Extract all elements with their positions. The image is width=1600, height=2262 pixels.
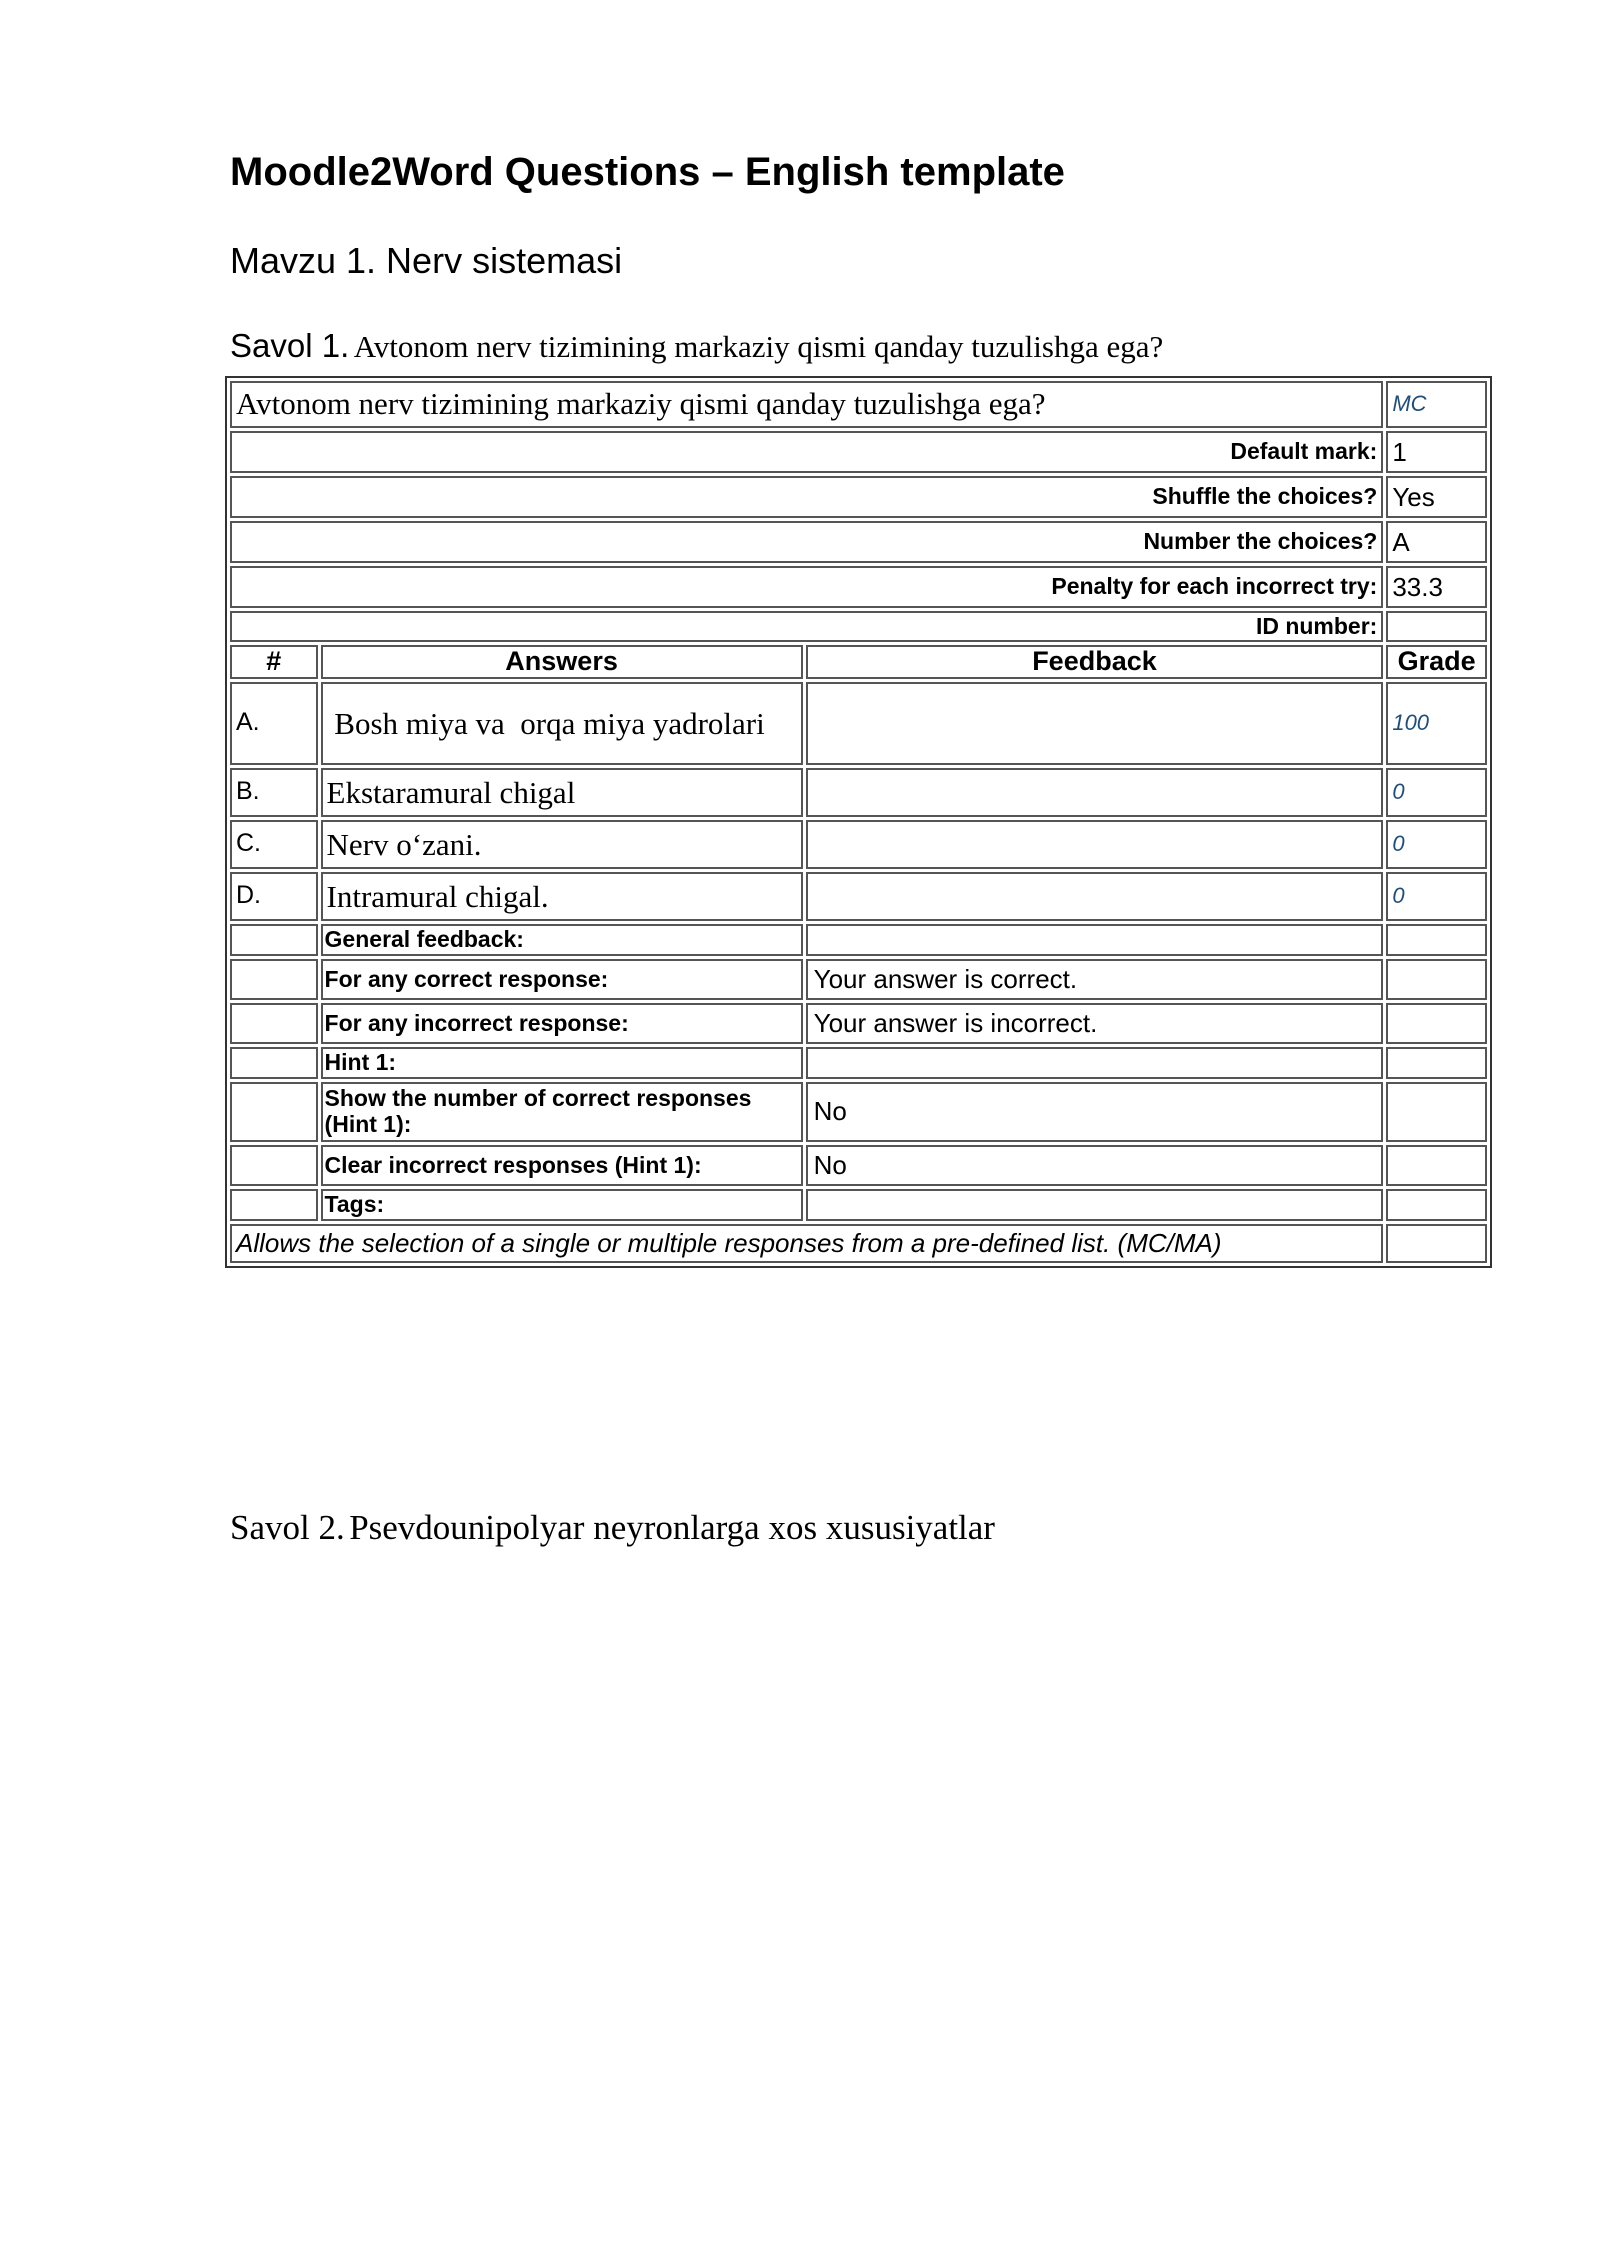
meta-row-id-number (230, 611, 1487, 642)
empty-cell (230, 1047, 318, 1079)
meta-row-default-mark (230, 431, 1487, 473)
answer-feedback (806, 768, 1384, 817)
answer-row (230, 820, 1487, 869)
feedback-label: General feedback: (321, 924, 803, 956)
meta-label: Number the choices? (230, 521, 1383, 563)
question-2-heading-text: Psevdounipolyar neyronlarga xos xususiyatlar (349, 1508, 995, 1547)
meta-row-number-choices (230, 521, 1487, 563)
question-2-heading (230, 1508, 995, 1548)
topic-heading: Mavzu 1. Nerv sistemasi (230, 240, 623, 281)
feedback-label: For any incorrect response: (321, 1003, 803, 1044)
column-header-feedback: Feedback (806, 645, 1384, 679)
question-1-heading-text: Avtonom nerv tizimining markaziy qismi qanday tuzulishga ega? (353, 329, 1164, 364)
empty-cell (1386, 1145, 1487, 1186)
empty-cell (1386, 959, 1487, 1000)
empty-cell (230, 1189, 318, 1221)
feedback-value (806, 924, 1384, 956)
feedback-value (806, 1189, 1384, 1221)
column-header-grade: Grade (1386, 645, 1487, 679)
feedback-value (806, 1047, 1384, 1079)
feedback-label: Hint 1: (321, 1047, 803, 1079)
answer-feedback (806, 872, 1384, 921)
answer-text: Nerv o‘zani. (321, 820, 803, 869)
feedback-row-clear-incorrect (230, 1145, 1487, 1186)
feedback-value: No (806, 1145, 1384, 1186)
meta-row-penalty (230, 566, 1487, 608)
empty-cell (1386, 1189, 1487, 1221)
feedback-value: Your answer is incorrect. (806, 1003, 1384, 1044)
feedback-row-general (230, 924, 1487, 956)
question-type-description: Allows the selection of a single or multiple responses from a pre-defined list. (MC/MA) (230, 1224, 1383, 1263)
question-1-heading (230, 327, 1163, 365)
answer-row (230, 768, 1487, 817)
meta-value: Yes (1386, 476, 1487, 518)
meta-label: Penalty for each incorrect try: (230, 566, 1383, 608)
question-title-row (230, 381, 1487, 428)
empty-cell (230, 1082, 318, 1142)
feedback-row-tags (230, 1189, 1487, 1221)
answer-letter: C. (230, 820, 318, 869)
meta-value: 1 (1386, 431, 1487, 473)
feedback-value: No (806, 1082, 1384, 1142)
meta-label: Shuffle the choices? (230, 476, 1383, 518)
answer-feedback (806, 820, 1384, 869)
answer-text: Bosh miya va orqa miya yadrolari (321, 682, 803, 765)
answer-row (230, 682, 1487, 765)
empty-cell (230, 1003, 318, 1044)
answer-text: Ekstaramural chigal (321, 768, 803, 817)
feedback-value: Your answer is correct. (806, 959, 1384, 1000)
feedback-label: Clear incorrect responses (Hint 1): (321, 1145, 803, 1186)
feedback-label: For any correct response: (321, 959, 803, 1000)
empty-cell (1386, 1082, 1487, 1142)
answer-text: Intramural chigal. (321, 872, 803, 921)
empty-cell (1386, 924, 1487, 956)
answer-letter: B. (230, 768, 318, 817)
document-title: Moodle2Word Questions – English template (230, 150, 1065, 194)
column-header-number: # (230, 645, 318, 679)
answer-grade: 0 (1386, 820, 1487, 869)
meta-value: A (1386, 521, 1487, 563)
meta-label: ID number: (230, 611, 1383, 642)
answer-row (230, 872, 1487, 921)
answer-grade: 0 (1386, 872, 1487, 921)
meta-value: 33.3 (1386, 566, 1487, 608)
meta-value (1386, 611, 1487, 642)
question-2-label: Savol 2. (230, 1508, 345, 1547)
feedback-row-show-number (230, 1082, 1487, 1142)
empty-cell (230, 1145, 318, 1186)
answer-letter: D. (230, 872, 318, 921)
answer-feedback (806, 682, 1384, 765)
meta-row-shuffle (230, 476, 1487, 518)
column-header-answers: Answers (321, 645, 803, 679)
feedback-row-correct (230, 959, 1487, 1000)
feedback-label: Tags: (321, 1189, 803, 1221)
meta-label: Default mark: (230, 431, 1383, 473)
question-text-cell: Avtonom nerv tizimining markaziy qismi qanday tuzulishga ega? (230, 381, 1383, 428)
answer-letter: A. (230, 682, 318, 765)
answer-grade: 0 (1386, 768, 1487, 817)
answer-grade: 100 (1386, 682, 1487, 765)
feedback-row-hint (230, 1047, 1487, 1079)
question-type-cell: MC (1386, 381, 1487, 428)
feedback-row-incorrect (230, 1003, 1487, 1044)
answers-header-row (230, 645, 1487, 679)
empty-cell (230, 959, 318, 1000)
question-type-description-row (230, 1224, 1487, 1263)
empty-cell (1386, 1003, 1487, 1044)
question-1-table (225, 376, 1492, 1268)
empty-cell (230, 924, 318, 956)
empty-cell (1386, 1047, 1487, 1079)
empty-cell (1386, 1224, 1487, 1263)
feedback-label: Show the number of correct responses (Hint 1): (321, 1082, 803, 1142)
question-1-label: Savol 1. (230, 327, 350, 364)
